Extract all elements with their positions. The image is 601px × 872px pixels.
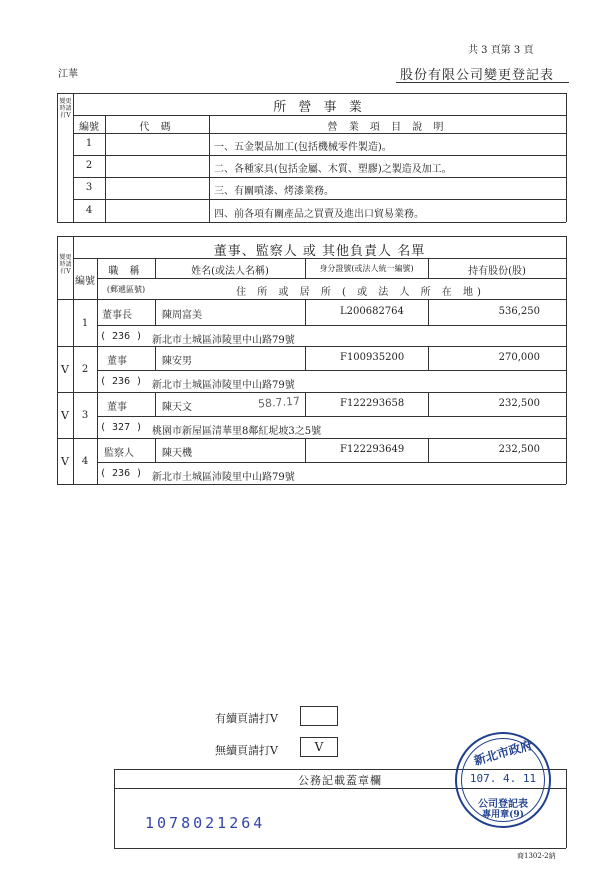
director-zip: ( 236 ) (100, 376, 143, 387)
director-no: 3 (81, 410, 89, 421)
business-row-desc: 三、有關噴漆、烤漆業務。 (214, 186, 334, 197)
director-change-flag: V (61, 363, 69, 376)
handwritten-annotation: 58.7.17 (257, 394, 301, 411)
seal-area-label: 公務記載蓋章欄 (298, 774, 382, 787)
director-shares: 232,500 (498, 398, 540, 409)
directors-col-name: 姓名(或法人名稱) (191, 266, 269, 277)
page-indicator: 共 3 頁第 3 頁 (468, 45, 534, 56)
has-next-page-label: 有續頁請打V (215, 712, 278, 725)
business-row-desc: 一、五金製品加工(包括機械零件製造)。 (214, 142, 392, 153)
stamp-number: 1078021264 (145, 814, 266, 832)
business-row-no: 4 (85, 205, 93, 216)
business-section-title: 所 營 事 業 (273, 100, 366, 115)
director-change-flag: V (61, 455, 69, 468)
director-zip: ( 236 ) (100, 331, 143, 342)
director-title: 董事 (107, 356, 127, 367)
has-next-page-checkbox[interactable] (300, 706, 338, 726)
directors-change-flag-label: 變更時請打V (59, 254, 72, 275)
stamp-purpose: 公司登記表 (478, 799, 528, 810)
business-row-no: 3 (85, 182, 93, 193)
business-row-no: 1 (85, 138, 93, 149)
title-underline (396, 82, 569, 83)
directors-col-no: 編號 (75, 276, 95, 287)
director-name: 陳周富美 (162, 310, 202, 321)
directors-col-id: 身分證號(或法人統一編號) (319, 264, 414, 273)
director-id: F122293658 (340, 398, 405, 409)
director-no: 1 (81, 318, 89, 329)
director-shares: 536,250 (498, 306, 540, 317)
business-row-no: 2 (85, 160, 93, 171)
form-title: 股份有限公司變更登記表 (400, 68, 555, 83)
business-col-no: 編號 (79, 122, 99, 133)
business-row-desc: 二、各種家具(包括金屬、木質、塑膠)之製造及加工。 (214, 164, 452, 175)
directors-col-shares: 持有股份(股) (468, 266, 526, 277)
director-no: 2 (81, 364, 89, 375)
director-title: 董事長 (102, 310, 132, 321)
director-name: 陳天文 (162, 402, 192, 413)
stamp-date: 107. 4. 11 (469, 772, 537, 785)
director-zip: ( 327 ) (100, 422, 143, 433)
no-next-page-label: 無續頁請打V (215, 744, 278, 757)
stamp-seal-id: 專用章(9) (482, 810, 524, 820)
directors-col-address: 住 所 或 居 所 ( 或 法 人 所 在 地) (236, 287, 485, 298)
director-title: 董事 (107, 402, 127, 413)
director-id: F122293649 (340, 444, 405, 455)
business-col-desc: 營 業 項 目 說 明 (327, 122, 448, 133)
business-row-desc: 四、前各項有關產品之買賣及進出口貿易業務。 (214, 209, 424, 220)
director-address: 新北市土城區沛陵里中山路79號 (152, 380, 295, 391)
directors-col-zip: (郵遞區號) (106, 285, 146, 294)
form-code: 商1302-2納 (517, 852, 556, 860)
director-no: 4 (81, 456, 89, 467)
director-address: 新北市土城區沛陵里中山路79號 (152, 472, 295, 483)
business-col-code: 代 碼 (139, 122, 175, 133)
director-id: F100935200 (340, 352, 405, 363)
company-short-name: 江華 (58, 69, 78, 80)
director-name: 陳安男 (162, 356, 192, 367)
director-name: 陳天機 (162, 448, 192, 459)
business-change-flag-label: 變更時請打V (59, 98, 72, 119)
director-address: 桃園市新屋區清華里8鄰紅坭坡3之5號 (152, 426, 322, 437)
stamp-authority: 新北市政府 (472, 737, 534, 768)
directors-section-title: 董事、監察人 或 其他負責人 名單 (213, 244, 426, 259)
director-shares: 232,500 (498, 444, 540, 455)
director-id: L200682764 (340, 306, 404, 317)
director-title: 監察人 (104, 448, 134, 459)
director-address: 新北市土城區沛陵里中山路79號 (152, 335, 295, 346)
no-next-page-checkbox[interactable]: V (300, 737, 338, 757)
director-change-flag: V (61, 409, 69, 422)
directors-col-title: 職 稱 (108, 266, 144, 277)
director-shares: 270,000 (498, 352, 540, 363)
director-zip: ( 236 ) (100, 468, 143, 479)
